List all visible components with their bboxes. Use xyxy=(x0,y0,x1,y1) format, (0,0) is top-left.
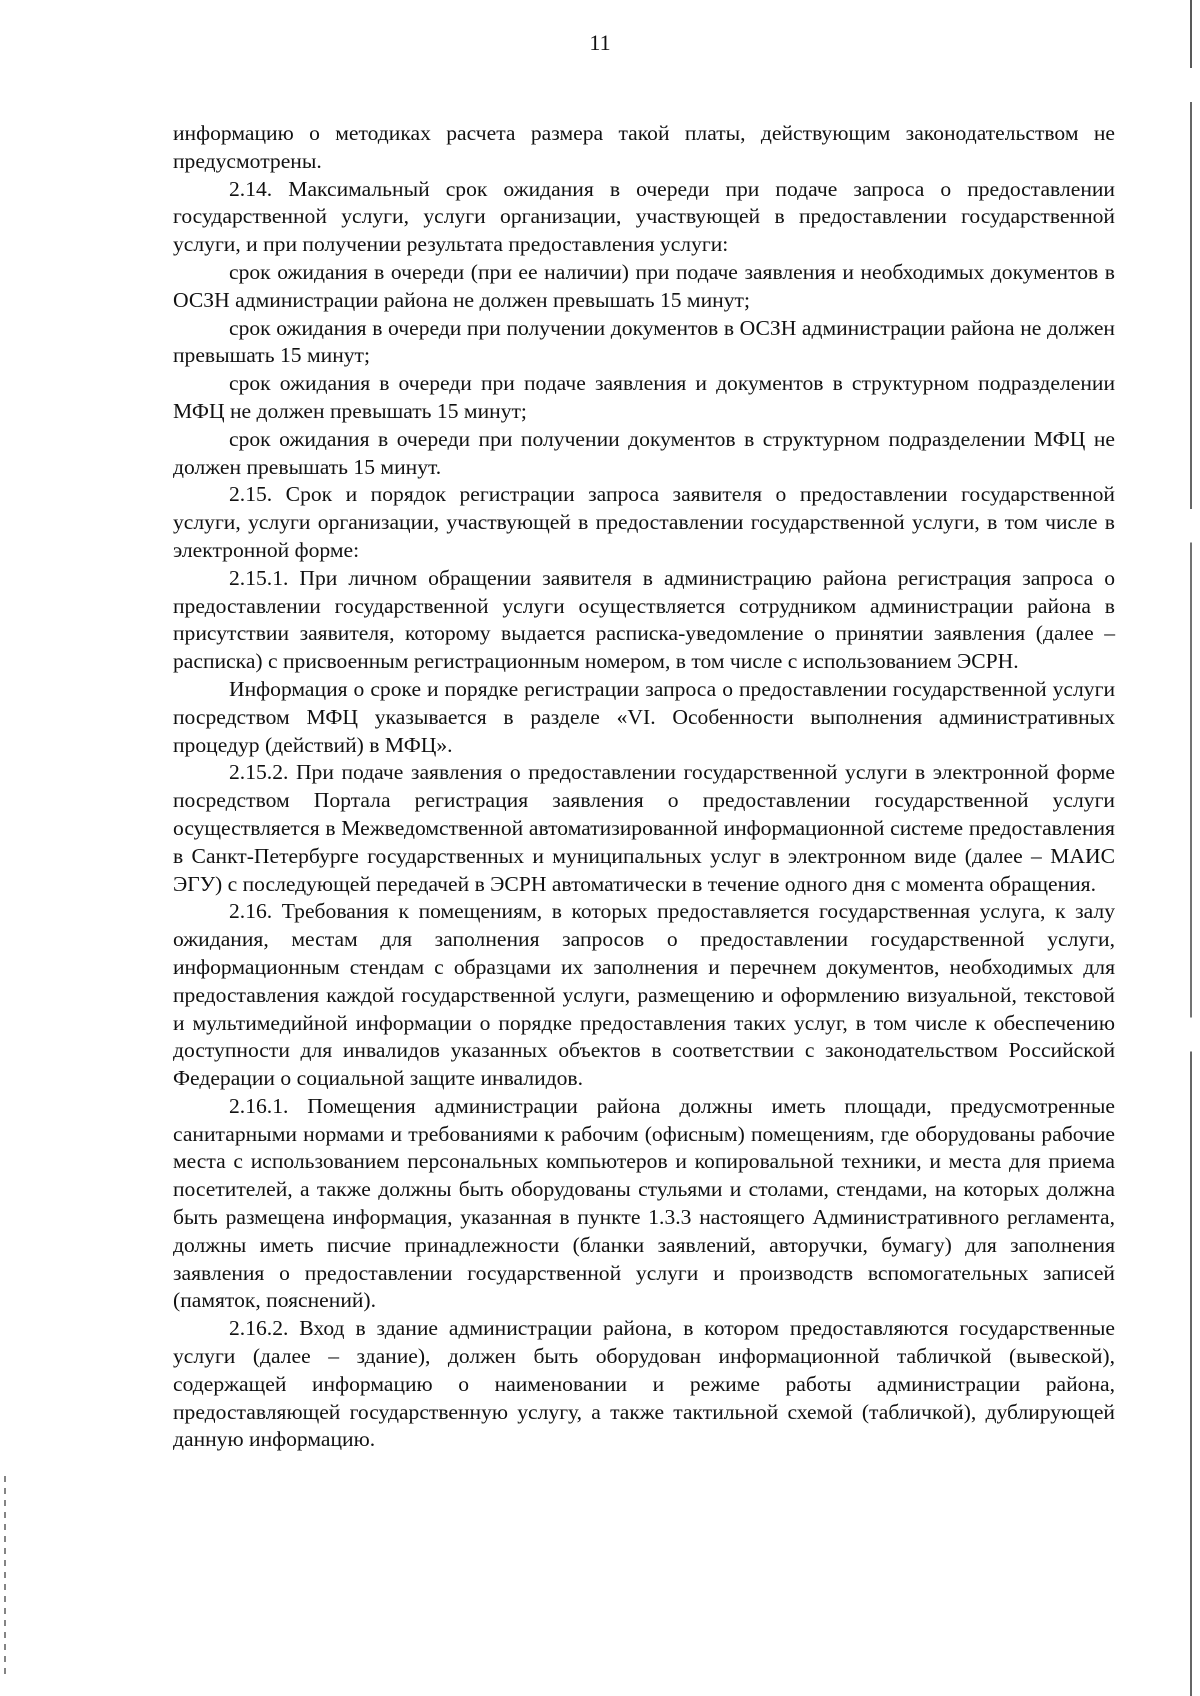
paragraph-wait-mfc-receive: срок ожидания в очереди при получении документов в структурном подразделении МФЦ не должен превышать 15 минут. xyxy=(173,426,1115,479)
paragraph-wait-osZN-receive: срок ожидания в очереди при получении документов в ОСЗН администрации района не должен превышать 15 минут; xyxy=(173,315,1115,368)
paragraph-2-15-2: 2.15.2. При подаче заявления о предоставлении государственной услуги в электронной форме посредством Портала регистрация заявления о предоставлении государственной услуги осуществляется в Межведомственной автоматизированной информационной системе предоставления в Санкт-Петербурге государственных и муниципальных услуг в электронном виде (далее – МАИС ЭГУ) с последующей передачей в ЭСРН автоматически в течение одного дня с момента обращения. xyxy=(173,760,1115,896)
paragraph-wait-osZN-submit: срок ожидания в очереди (при ее наличии) при подаче заявления и необходимых документов в ОСЗН администрации района не должен превышать 15 минут; xyxy=(173,259,1115,312)
scan-edge-left xyxy=(4,1476,6,1676)
page-number: 11 xyxy=(589,30,611,55)
paragraph-2-16: 2.16. Требования к помещениям, в которых предоставляется государственная услуга, к залу ожидания, местам для заполнения запросов о предоставлении государственной услуги, информационным стендам с образцами их заполнения и перечнем документов, необходимых для предоставления каждой государственной услуги, размещению и оформлению визуальной, текстовой и мультимедийной информации о порядке предоставления таких услуг, в том числе к обеспечению доступности для инвалидов указанных объектов в соответствии с законодательством Российской Федерации о социальной защите инвалидов. xyxy=(173,899,1115,1091)
paragraph-wait-mfc-submit: срок ожидания в очереди при подаче заявления и документов в структурном подразделении МФЦ не должен превышать 15 минут; xyxy=(173,371,1115,423)
paragraph-2-16-1: 2.16.1. Помещения администрации района должны иметь площади, предусмотренные санитарными нормами и требованиями к рабочим (офисным) помещениям, где оборудованы рабочие места с использованием персональных компьютеров и копировальной техники, и места для приема посетителей, а также должны быть оборудованы стульями и столами, стендами, на которых должна быть размещена информация, указанная в пункте 1.3.3 настоящего Административного регламента, должны иметь писчие принадлежности (бланки заявлений, авторучки, бумагу) для заполнения заявления о предоставлении государственной услуги и производств вспомогательных записей (памяток, пояснений). xyxy=(173,1093,1115,1313)
scan-edge-right xyxy=(1190,0,1192,1696)
paragraph-2-16-2: 2.16.2. Вход в здание администрации района, в котором предоставляются государственные услуги (далее – здание), должен быть оборудован информационной табличкой (вывеской), содержащей информацию о наименовании и режиме работы администрации района, предоставляющей государственную услугу, а также тактильной схемой (табличкой), дублирующей данную информацию. xyxy=(173,1316,1115,1452)
paragraph-2-14: 2.14. Максимальный срок ожидания в очереди при подаче запроса о предоставлении государственной услуги, услуги организации, участвующей в предоставлении государственной услуги, и при получении результата предоставления услуги: xyxy=(173,176,1115,257)
paragraph-mfc-registration-info: Информация о сроке и порядке регистрации запроса о предоставлении государственной услуги посредством МФЦ указывается в разделе «VI. Особенности выполнения административных процедур (действий) в МФЦ». xyxy=(173,676,1115,757)
paragraph-continuation: информацию о методиках расчета размера такой платы, действующим законодательством не предусмотрены. xyxy=(173,121,1115,173)
paragraph-2-15-1: 2.15.1. При личном обращении заявителя в администрацию района регистрация запроса о предоставлении государственной услуги осуществляется сотрудником администрации района в присутствии заявителя, которому выдается расписка-уведомление о принятии заявления (далее – расписка) с присвоенным регистрационным номером, в том числе с использованием ЭСРН. xyxy=(173,565,1115,674)
paragraph-2-15: 2.15. Срок и порядок регистрации запроса заявителя о предоставлении государственной услуги, услуги организации, участвующей в предоставлении государственной услуги, в том числе в электронной форме: xyxy=(173,482,1115,562)
document-body xyxy=(173,120,1115,1454)
